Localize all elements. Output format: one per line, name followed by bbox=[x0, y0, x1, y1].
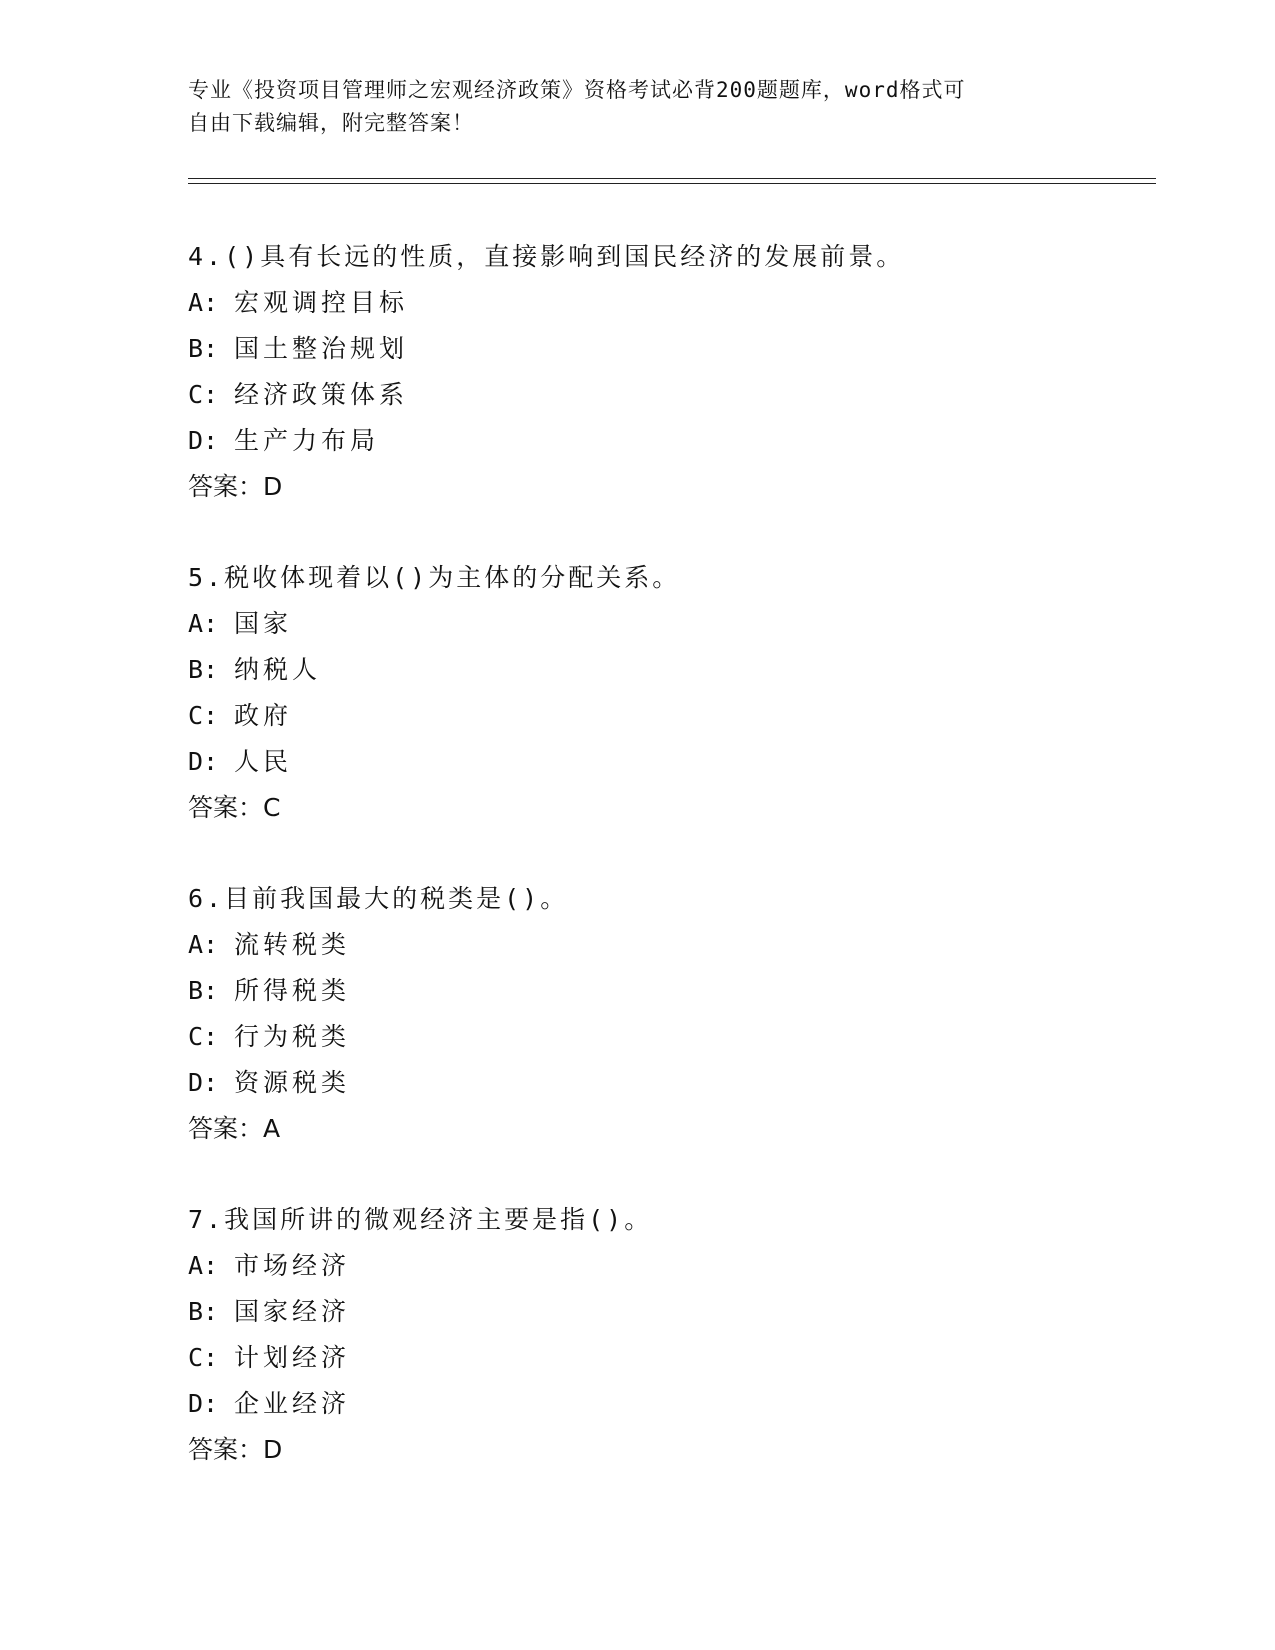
option-text: 资源税类 bbox=[234, 1068, 351, 1097]
option-c bbox=[188, 1335, 1148, 1381]
document-header bbox=[188, 74, 1088, 140]
question-stem: 5.税收体现着以()为主体的分配关系。 bbox=[188, 563, 681, 592]
option-text: 市场经济 bbox=[234, 1251, 351, 1280]
question-7 bbox=[188, 1197, 1148, 1473]
header-divider-bottom bbox=[188, 183, 1156, 184]
option-letter: A: bbox=[188, 609, 219, 638]
question-stem: 6.目前我国最大的税类是()。 bbox=[188, 884, 569, 913]
option-b bbox=[188, 647, 1148, 693]
option-text: 流转税类 bbox=[234, 930, 351, 959]
option-text: 人民 bbox=[234, 747, 293, 776]
option-text: 行为税类 bbox=[234, 1022, 351, 1051]
option-text: 经济政策体系 bbox=[234, 380, 409, 409]
header-line-1: 专业《投资项目管理师之宏观经济政策》资格考试必背200题题库，word格式可 bbox=[188, 78, 966, 102]
option-text: 国家经济 bbox=[234, 1297, 351, 1326]
question-6 bbox=[188, 876, 1148, 1152]
option-c bbox=[188, 1014, 1148, 1060]
option-letter: C: bbox=[188, 1343, 219, 1372]
header-divider-top bbox=[188, 178, 1156, 179]
answer-label: 答案： bbox=[188, 793, 264, 822]
option-letter: D: bbox=[188, 1068, 219, 1097]
option-b bbox=[188, 968, 1148, 1014]
option-letter: C: bbox=[188, 380, 219, 409]
option-d bbox=[188, 1060, 1148, 1106]
option-d bbox=[188, 1381, 1148, 1427]
option-letter: C: bbox=[188, 1022, 219, 1051]
answer-value: D bbox=[263, 472, 283, 501]
question-5 bbox=[188, 555, 1148, 831]
question-stem: 4.()具有长远的性质，直接影响到国民经济的发展前景。 bbox=[188, 242, 905, 271]
answer-line bbox=[188, 1106, 1148, 1152]
answer-label: 答案： bbox=[188, 472, 264, 501]
option-c bbox=[188, 693, 1148, 739]
option-letter: B: bbox=[188, 655, 219, 684]
answer-label: 答案： bbox=[188, 1435, 264, 1464]
option-b bbox=[188, 1289, 1148, 1335]
option-a bbox=[188, 1243, 1148, 1289]
option-letter: C: bbox=[188, 701, 219, 730]
option-a bbox=[188, 601, 1148, 647]
option-letter: D: bbox=[188, 1389, 219, 1418]
option-text: 国家 bbox=[234, 609, 293, 638]
answer-line bbox=[188, 785, 1148, 831]
option-text: 国土整治规划 bbox=[234, 334, 409, 363]
answer-value: D bbox=[263, 1435, 283, 1464]
option-letter: A: bbox=[188, 1251, 219, 1280]
option-b bbox=[188, 326, 1148, 372]
option-text: 计划经济 bbox=[234, 1343, 351, 1372]
option-a bbox=[188, 922, 1148, 968]
option-c bbox=[188, 372, 1148, 418]
option-letter: D: bbox=[188, 426, 219, 455]
option-text: 政府 bbox=[234, 701, 293, 730]
answer-value: C bbox=[263, 793, 281, 822]
option-text: 宏观调控目标 bbox=[234, 288, 409, 317]
option-text: 纳税人 bbox=[234, 655, 322, 684]
option-a bbox=[188, 280, 1148, 326]
option-d bbox=[188, 739, 1148, 785]
option-d bbox=[188, 418, 1148, 464]
question-4 bbox=[188, 234, 1148, 510]
answer-value: A bbox=[263, 1114, 281, 1143]
option-letter: B: bbox=[188, 334, 219, 363]
option-letter: A: bbox=[188, 930, 219, 959]
answer-line bbox=[188, 464, 1148, 510]
question-stem: 7.我国所讲的微观经济主要是指()。 bbox=[188, 1205, 653, 1234]
header-line-2: 自由下载编辑，附完整答案！ bbox=[188, 111, 474, 135]
option-text: 所得税类 bbox=[234, 976, 351, 1005]
option-letter: B: bbox=[188, 1297, 219, 1326]
option-letter: B: bbox=[188, 976, 219, 1005]
option-text: 生产力布局 bbox=[234, 426, 380, 455]
option-letter: A: bbox=[188, 288, 219, 317]
option-letter: D: bbox=[188, 747, 219, 776]
answer-line bbox=[188, 1427, 1148, 1473]
answer-label: 答案： bbox=[188, 1114, 264, 1143]
option-text: 企业经济 bbox=[234, 1389, 351, 1418]
